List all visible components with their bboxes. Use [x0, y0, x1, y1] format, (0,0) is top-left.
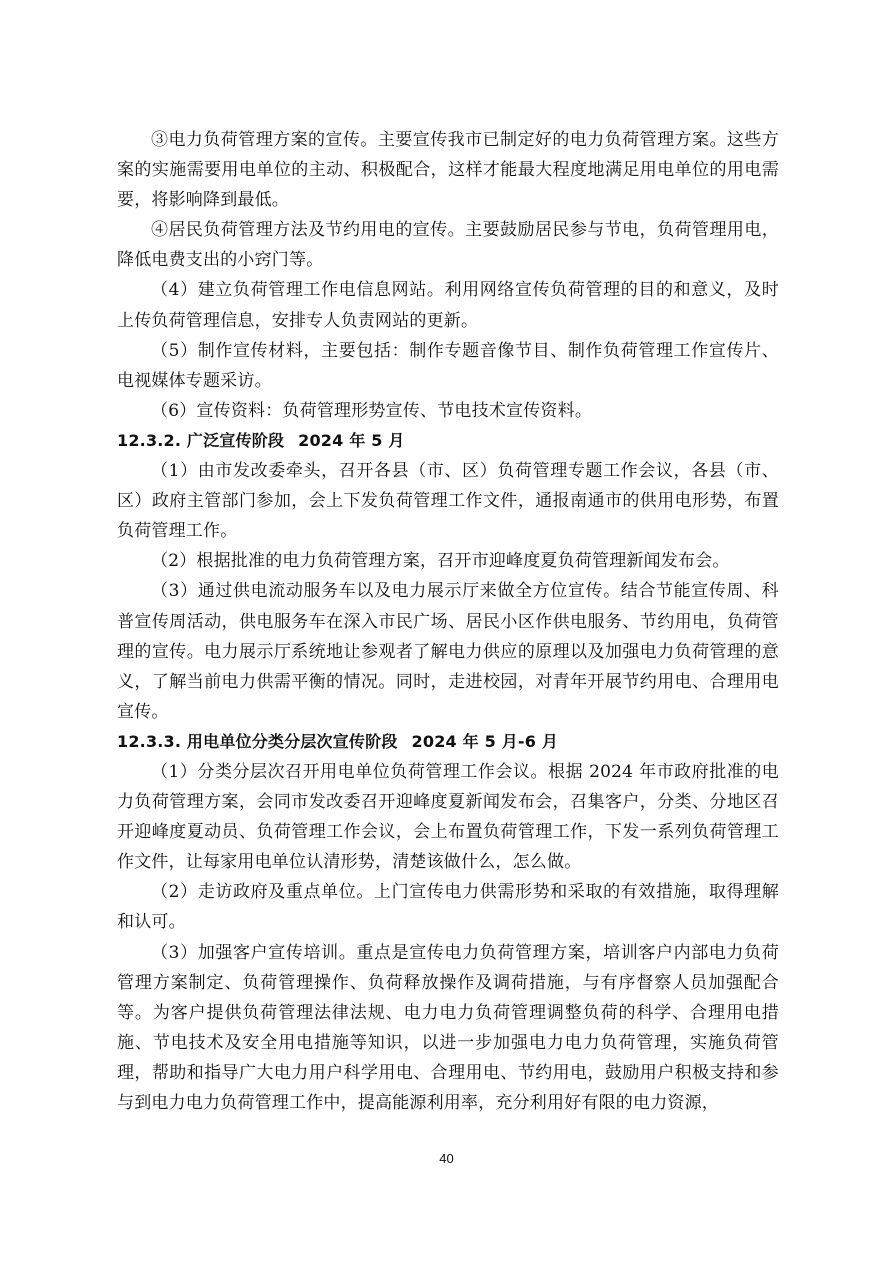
paragraph-customer-training: （3）加强客户宣传培训。重点是宣传电力负荷管理方案，培训客户内部电力负荷管理方案制定、负荷管理操作、负荷释放操作及调荷措施，与有序督察人员加强配合等。为客户提供负荷管理法律法规、电力电力负荷管理调整负荷的科学、合理用电措施、节电技术及安全用电措施等知识，以进一步加强电力电力负荷管理，实施负荷管理，帮助和指导广大电力用户科学用电、合理用电、节约用电，鼓励用户积极支持和参与到电力电力负荷管理工作中，提高能源利用率，充分利用好有限的电力资源，: [117, 942, 779, 1113]
paragraph-power-plan-publicity: ③电力负荷管理方案的宣传。主要宣传我市已制定好的电力负荷管理方案。这些方案的实施需要用电单位的主动、积极配合，这样才能最大程度地满足用电单位的用电需要，将影响降到最低。: [117, 130, 779, 211]
section-date: 2024 年 5 月: [298, 430, 405, 450]
section-heading-12-3-3: [117, 727, 779, 757]
section-title: 12.3.3. 用电单位分类分层次宣传阶段: [117, 731, 398, 751]
paragraph-tiered-meetings: （1）分类分层次召开用电单位负荷管理工作会议。根据 2024 年市政府批准的电力负荷管理方案，会同市发改委召开迎峰度夏新闻发布会，召集客户，分类、分地区召开迎峰度夏动员、负荷管理工作会议，会上布置负荷管理工作，下发一系列负荷管理工作文件，让每家用电单位认清形势，清楚该做什么，怎么做。: [117, 761, 779, 873]
page-body: [117, 125, 779, 1118]
paragraph-visits: （2）走访政府及重点单位。上门宣传电力供需形势和采取的有效措施，取得理解和认可。: [117, 882, 779, 933]
page-number: 40: [439, 1151, 454, 1166]
paragraph-service-vehicle: （3）通过供电流动服务车以及电力展示厅来做全方位宣传。结合节能宣传周、科普宣传周活动，供电服务车在深入市民广场、居民小区作供电服务、节约用电，负荷管理的宣传。电力展示厅系统地让参观者了解电力供应的原理以及加强电力负荷管理的意义，了解当前电力供需平衡的情况。同时，走进校园，对青年开展节约用电、合理用电宣传。: [117, 581, 779, 722]
section-title: 12.3.2. 广泛宣传阶段: [117, 430, 285, 450]
paragraph-publicity-data: （6）宣传资料：负荷管理形势宣传、节电技术宣传资料。: [151, 400, 593, 421]
section-heading-12-3-2: [117, 426, 779, 456]
paragraph-resident-publicity: ④居民负荷管理方法及节约用电的宣传。主要鼓励居民参与节电，负荷管理用电，降低电费支出的小窍门等。: [117, 220, 779, 271]
paragraph-press-conference: （2）根据批准的电力负荷管理方案，召开市迎峰度夏负荷管理新闻发布会。: [151, 551, 730, 572]
section-date: 2024 年 5 月-6 月: [411, 731, 559, 751]
paragraph-county-meeting: （1）由市发改委牵头，召开各县（市、区）负荷管理专题工作会议，各县（市、区）政府主管部门参加，会上下发负荷管理工作文件，通报南通市的供用电形势，布置负荷管理工作。: [117, 461, 779, 542]
paragraph-materials: （5）制作宣传材料，主要包括：制作专题音像节目、制作负荷管理工作宣传片、电视媒体专题采访。: [117, 340, 779, 391]
paragraph-website: （4）建立负荷管理工作电信息网站。利用网络宣传负荷管理的目的和意义，及时上传负荷管理信息，安排专人负责网站的更新。: [117, 280, 779, 331]
